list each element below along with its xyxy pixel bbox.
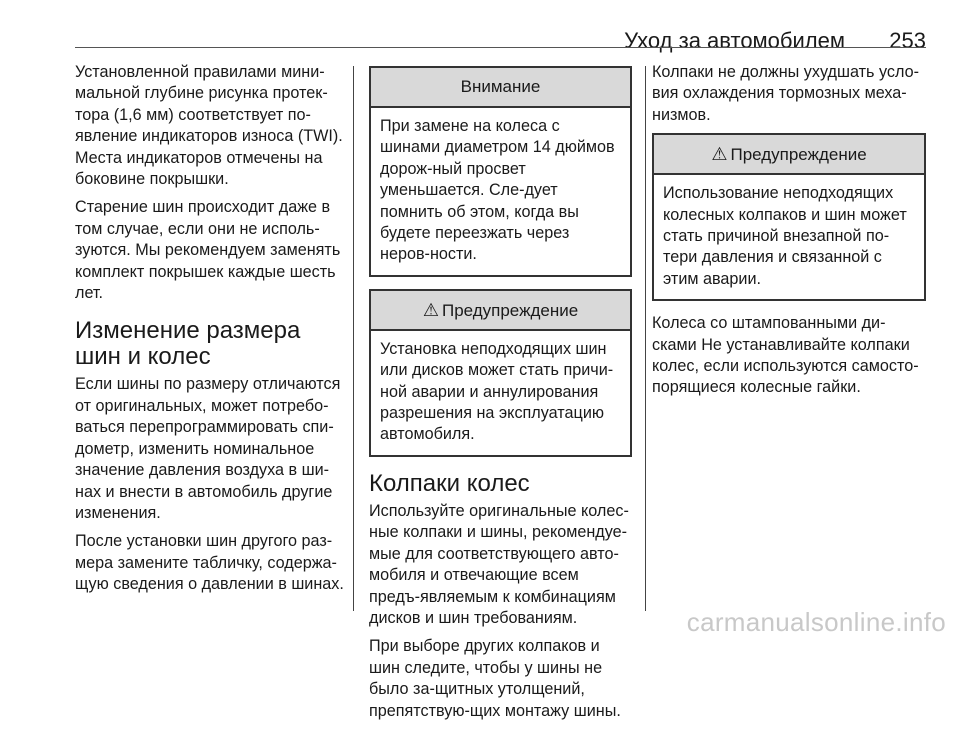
warning-title: Предупреждение xyxy=(730,145,867,165)
warning-title: Предупреждение xyxy=(441,300,579,320)
paragraph: Установленной правилами мини-мальной глубине рисунка протек-тора (1,6 мм) соответствует по-явление индикаторов износа (TWI). Места индикаторов отмечены на боковине покрышки. xyxy=(75,63,343,189)
header-rule xyxy=(75,47,926,48)
paragraph: Колеса со штампованными ди-сками Не устанавливайте колпаки колес, если используются самосто-порящиеся колесные гайки. xyxy=(652,314,919,397)
section-heading: Изменение размера шин и колес xyxy=(75,317,301,371)
warning-header xyxy=(371,291,630,331)
notice-box xyxy=(369,66,632,277)
column-1 xyxy=(75,62,347,603)
column-divider xyxy=(353,66,354,611)
page-number: 253 xyxy=(889,28,926,53)
paragraph: При выборе других колпаков и шин следите, чтобы у шины не было за-щитных утолщений, препятствую-щих монтажу шины. xyxy=(369,637,621,720)
warning-triangle-icon: ⚠ xyxy=(422,299,439,320)
notice-title: Внимание xyxy=(371,68,630,108)
warning-header xyxy=(654,135,924,175)
warning-box xyxy=(652,133,926,301)
notice-text: При замене на колеса с шинами диаметром 14 дюймов дорож-ный просвет уменьшается. Сле-дует помнить об этом, когда вы будете переезжать через неров-ности. xyxy=(380,117,615,264)
section-heading: Колпаки колес xyxy=(369,469,530,497)
column-2 xyxy=(369,62,632,729)
warning-text: Установка неподходящих шин или дисков может стать причи-ной аварии и аннулирования разрешения на эксплуатацию автомобиля. xyxy=(380,339,614,444)
header-title: Уход за автомобилем xyxy=(624,28,845,53)
paragraph: После установки шин другого раз-мера замените табличку, содержа-щую сведения о давлении в шинах. xyxy=(75,532,344,594)
column-3 xyxy=(652,62,926,406)
watermark: carmanualsonline.info xyxy=(686,607,946,637)
column-divider xyxy=(645,66,646,611)
warning-text: Использование неподходящих колесных колпаков и шин может стать причиной внезапной по-тери давления и связанной с этим аварии. xyxy=(663,184,907,288)
warning-triangle-icon: ⚠ xyxy=(711,144,728,165)
warning-box xyxy=(369,289,632,457)
paragraph: Если шины по размеру отличаются от оригинальных, может потребо-ваться перепрограммировать спи-дометр, изменить номинальное значение давления воздуха в ши-нах и внести в автомобиль другие изменения. xyxy=(75,375,341,522)
paragraph: Старение шин происходит даже в том случае, если они не исполь-зуются. Мы рекомендуем заменять комплект покрышек каждые шесть лет. xyxy=(75,198,341,303)
paragraph: Используйте оригинальные колес-ные колпаки и шины, рекомендуе-мые для соответствующего авто-мобиля и отвечающие всем предъ-являемым к комбинациям дисков и шин требованиям. xyxy=(369,501,629,627)
paragraph: Колпаки не должны ухудшать усло-вия охлаждения тормозных меха-низмов. xyxy=(652,63,919,124)
